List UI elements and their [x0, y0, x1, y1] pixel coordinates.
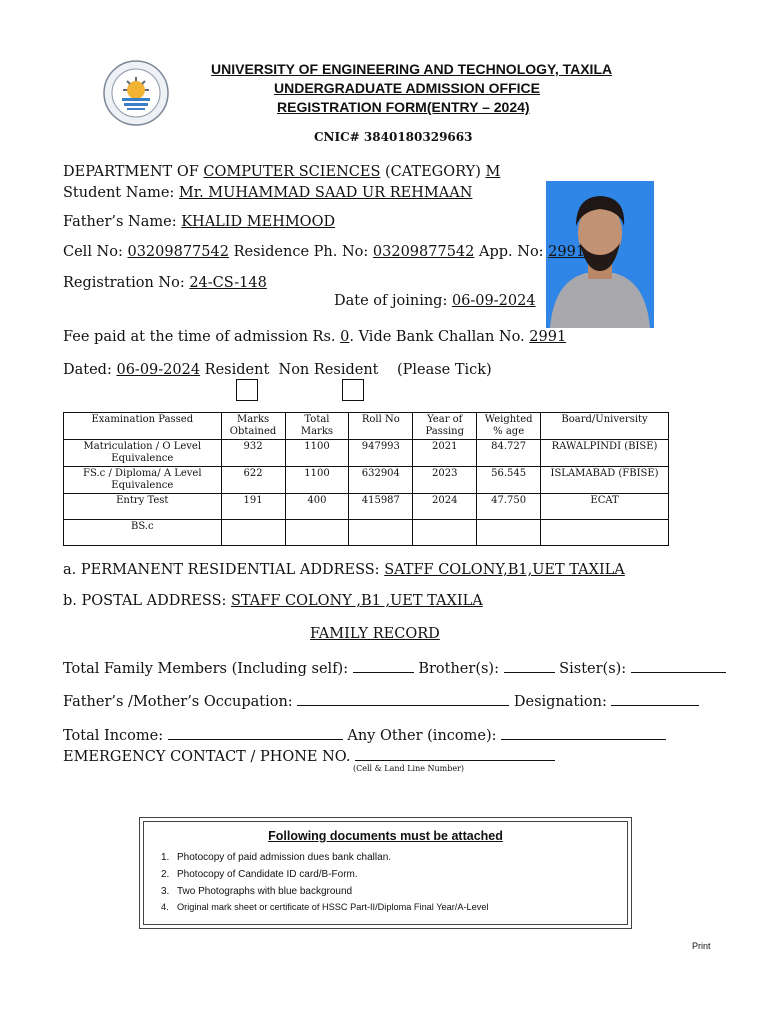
- table-cell: 2021: [413, 440, 477, 467]
- other-income-blank[interactable]: [501, 726, 666, 740]
- table-cell: 1100: [285, 440, 349, 467]
- table-header: Roll No: [349, 413, 413, 440]
- joining-line: Date of joining: 06-09-2024: [334, 293, 536, 309]
- table-cell: ISLAMABAD (FBISE): [541, 467, 669, 494]
- table-cell: 932: [221, 440, 285, 467]
- emergency-blank[interactable]: [355, 747, 555, 761]
- emergency-note: (Cell & Land Line Number): [353, 764, 465, 773]
- occupation-blank[interactable]: [297, 692, 509, 706]
- student-name-line: Student Name: Mr. MUHAMMAD SAAD UR REHMAAN: [63, 185, 473, 201]
- dated-value: 06-09-2024: [116, 362, 201, 378]
- non-resident-checkbox[interactable]: [342, 379, 364, 401]
- income-line: Total Income: Any Other (income):: [63, 726, 666, 745]
- table-cell: [221, 520, 285, 546]
- brothers-blank[interactable]: [504, 659, 555, 673]
- table-row: [64, 467, 669, 494]
- table-cell: 622: [221, 467, 285, 494]
- table-cell: 400: [285, 494, 349, 520]
- table-header: Marks Obtained: [221, 413, 285, 440]
- challan-number: 2991: [529, 329, 567, 345]
- members-blank[interactable]: [353, 659, 414, 673]
- table-cell: 56.545: [477, 467, 541, 494]
- registration-number: 24-CS-148: [189, 275, 267, 291]
- table-cell: 632904: [349, 467, 413, 494]
- table-cell: [285, 520, 349, 546]
- table-header: Weighted % age: [477, 413, 541, 440]
- table-cell: 84.727: [477, 440, 541, 467]
- table-row: [64, 494, 669, 520]
- university-title: UNIVERSITY OF ENGINEERING AND TECHNOLOGY, TAXILA: [211, 61, 613, 77]
- table-cell: 2024: [413, 494, 477, 520]
- marks-table: [63, 412, 669, 546]
- table-cell: Matriculation / O Level Equivalence: [64, 440, 222, 467]
- table-cell: 47.750: [477, 494, 541, 520]
- print-link[interactable]: Print: [692, 941, 711, 951]
- residence-number: 03209877542: [372, 244, 475, 260]
- form-title: REGISTRATION FORM(ENTRY – 2024): [277, 99, 530, 115]
- table-cell: [541, 520, 669, 546]
- document-item: 3. Two Photographs with blue background: [161, 886, 353, 897]
- dated-line: Dated: 06-09-2024 Resident Non Resident (Please Tick): [63, 362, 492, 378]
- table-cell: Entry Test: [64, 494, 222, 520]
- table-cell: RAWALPINDI (BISE): [541, 440, 669, 467]
- document-item: 1. Photocopy of paid admission dues bank challan.: [161, 852, 392, 863]
- document-item: 2. Photocopy of Candidate ID card/B-Form.: [161, 869, 358, 880]
- table-row: [64, 520, 669, 546]
- table-header: Total Marks: [285, 413, 349, 440]
- table-cell: 191: [221, 494, 285, 520]
- student-name: Mr. MUHAMMAD SAAD UR REHMAAN: [178, 185, 473, 201]
- table-cell: [413, 520, 477, 546]
- registration-line: Registration No: 24-CS-148: [63, 275, 267, 291]
- university-logo: [103, 60, 169, 126]
- office-title: UNDERGRADUATE ADMISSION OFFICE: [274, 80, 540, 96]
- table-row: [64, 440, 669, 467]
- table-cell: [477, 520, 541, 546]
- table-cell: BS.c: [64, 520, 222, 546]
- document-item: 4. Original mark sheet or certificate of HSSC Part-II/Diploma Final Year/A-Level: [161, 902, 489, 912]
- contact-line: Cell No: 03209877542 Residence Ph. No: 03209877542 App. No: 2991: [63, 244, 586, 260]
- designation-blank[interactable]: [611, 692, 699, 706]
- occupation-line: Father’s /Mother’s Occupation: Designation:: [63, 692, 699, 711]
- table-cell: FS.c / Diploma/ A Level Equivalence: [64, 467, 222, 494]
- department-value: COMPUTER SCIENCES: [203, 164, 381, 180]
- income-blank[interactable]: [168, 726, 343, 740]
- cnic: CNIC# 3840180329663: [314, 130, 473, 144]
- documents-box: [139, 817, 632, 929]
- table-cell: [349, 520, 413, 546]
- documents-title: Following documents must be attached: [268, 829, 503, 843]
- family-members-line: Total Family Members (Including self): Brother(s): Sister(s):: [63, 659, 726, 678]
- permanent-address-line: a. PERMANENT RESIDENTIAL ADDRESS: SATFF COLONY,B1,UET TAXILA: [63, 562, 625, 578]
- table-header-row: [64, 413, 669, 440]
- postal-address-line: b. POSTAL ADDRESS: STAFF COLONY ,B1 ,UET TAXILA: [63, 593, 483, 609]
- table-header: Examination Passed: [64, 413, 222, 440]
- father-name: KHALID MEHMOOD: [181, 214, 336, 230]
- resident-checkbox[interactable]: [236, 379, 258, 401]
- joining-date: 06-09-2024: [451, 293, 536, 309]
- emergency-line: EMERGENCY CONTACT / PHONE NO.: [63, 747, 555, 766]
- table-cell: 947993: [349, 440, 413, 467]
- table-header: Board/University: [541, 413, 669, 440]
- table-header: Year of Passing: [413, 413, 477, 440]
- table-cell: 1100: [285, 467, 349, 494]
- fee-line: Fee paid at the time of admission Rs. 0. Vide Bank Challan No. 2991: [63, 329, 567, 345]
- postal-address: STAFF COLONY ,B1 ,UET TAXILA: [231, 593, 483, 609]
- university-seal-icon: [103, 60, 169, 126]
- fee-amount: 0: [340, 329, 350, 345]
- table-cell: 2023: [413, 467, 477, 494]
- cell-number: 03209877542: [127, 244, 229, 260]
- category-value: M: [485, 164, 501, 180]
- app-number: 2991: [548, 244, 586, 260]
- permanent-address: SATFF COLONY,B1,UET TAXILA: [384, 562, 625, 578]
- table-cell: 415987: [349, 494, 413, 520]
- sisters-blank[interactable]: [631, 659, 726, 673]
- table-cell: ECAT: [541, 494, 669, 520]
- department-line: DEPARTMENT OF COMPUTER SCIENCES (CATEGORY) M: [63, 164, 501, 180]
- father-name-line: Father’s Name: KHALID MEHMOOD: [63, 214, 336, 230]
- family-record-title: FAMILY RECORD: [310, 626, 440, 642]
